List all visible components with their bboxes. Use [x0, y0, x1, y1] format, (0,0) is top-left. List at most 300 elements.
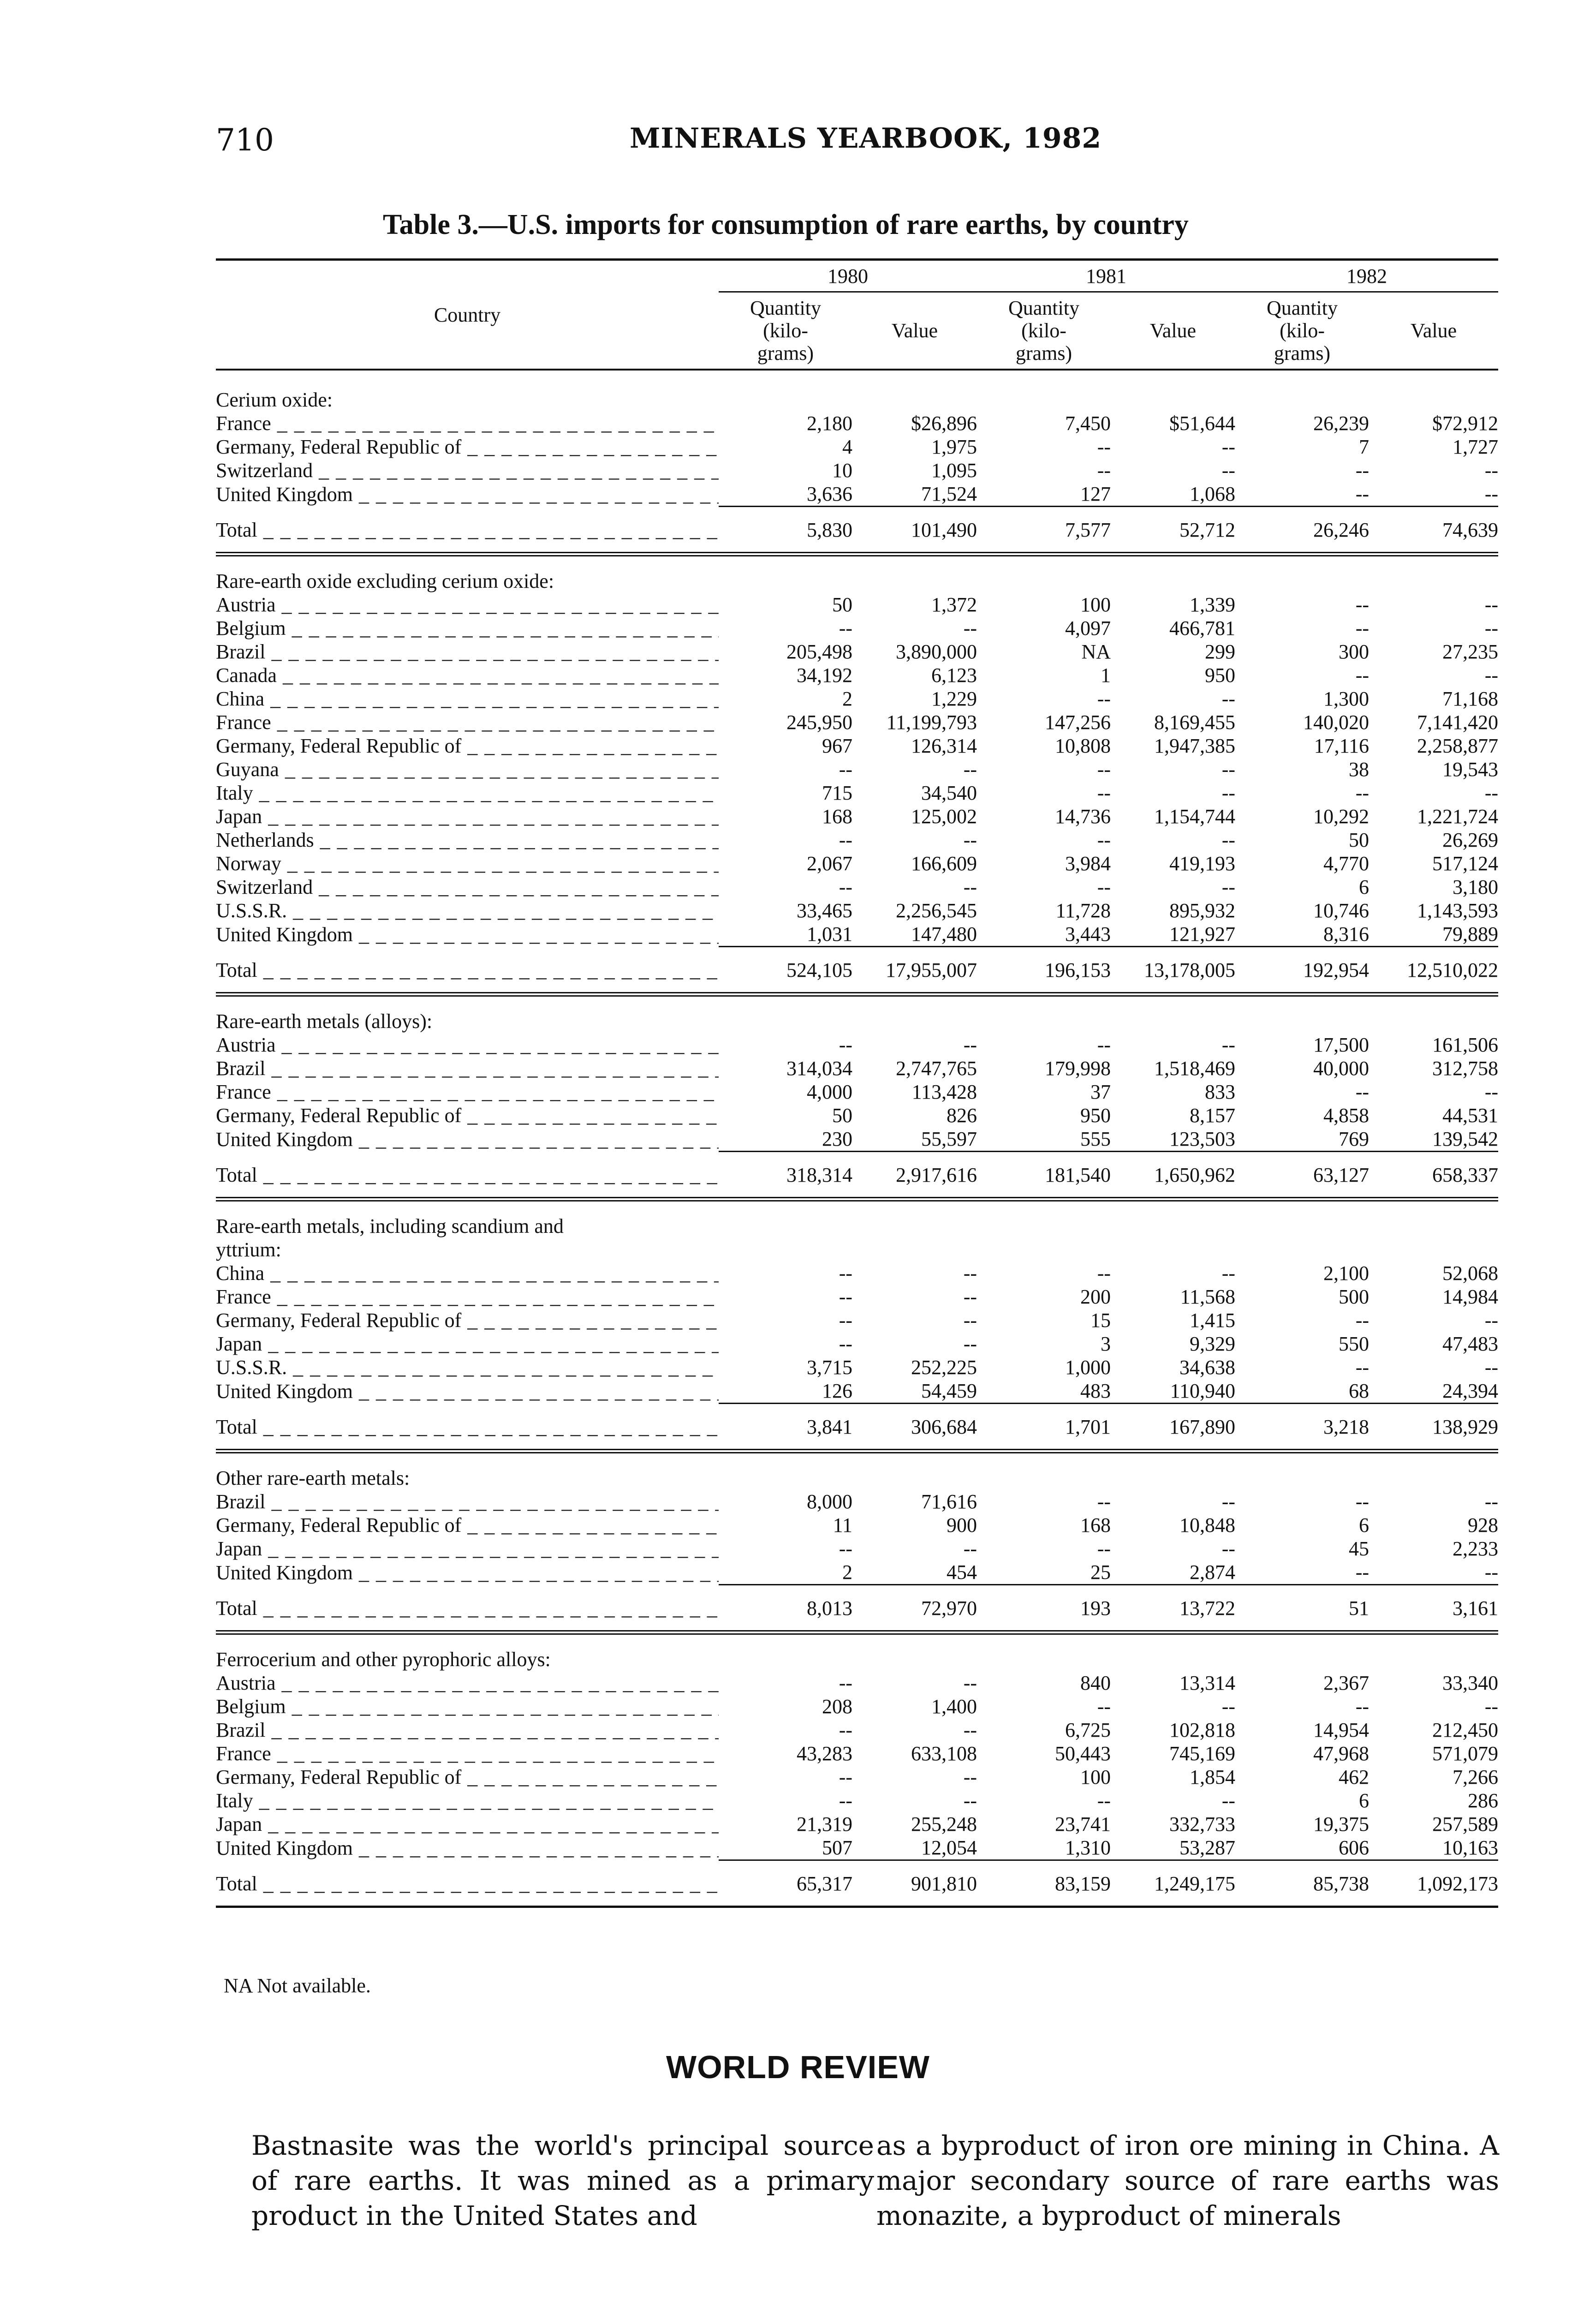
value-cell: 71,524: [921, 483, 977, 505]
value-cell: 125,002: [911, 805, 977, 828]
value-cell: --: [963, 1034, 977, 1056]
total-row: [216, 1152, 1498, 1198]
value-cell: --: [839, 1309, 852, 1332]
table-row: [216, 1490, 1498, 1513]
country-name: U.S.S.R. _ _ _: [216, 899, 719, 922]
total-value-cell: 1,701: [1065, 1416, 1111, 1438]
imports-table: [216, 258, 1498, 1908]
country-cell: [216, 1104, 719, 1127]
rule-cell: [216, 1907, 1498, 1908]
value-cell: 19,375: [1313, 1813, 1369, 1835]
value-cell: --: [839, 1766, 852, 1788]
value-cell: 2,256,545: [896, 899, 977, 922]
country-name: Brazil _ _ _: [216, 640, 719, 663]
country-cell: [216, 899, 719, 922]
total-value-cell: 65,317: [797, 1872, 852, 1895]
value-cell: --: [1097, 687, 1111, 710]
rule-cell: [216, 1453, 1498, 1458]
empty-cell: [1111, 561, 1235, 593]
quantity-header-line: Quantity: [750, 297, 821, 319]
value-cell: 419,193: [1169, 852, 1235, 875]
value-cell: 928: [1468, 1514, 1498, 1536]
total-value-cell: 13,178,005: [1144, 959, 1235, 981]
total-value-cell: 181,540: [1045, 1164, 1111, 1186]
category-name: Rare-earth metals (alloys):: [216, 1010, 433, 1033]
value-cell: 3,890,000: [896, 640, 977, 663]
value-cell: --: [963, 1789, 977, 1812]
table-row: [216, 1765, 1498, 1789]
table-row: [216, 1309, 1498, 1332]
total-value-cell: 3,841: [807, 1416, 852, 1438]
value-cell: 11,199,793: [886, 711, 977, 734]
value-cell: 555: [1080, 1128, 1111, 1150]
table-row: [216, 805, 1498, 828]
value-cell: 8,316: [1323, 923, 1369, 945]
value-cell: 6,123: [931, 664, 977, 687]
country-name: China _ _ _: [216, 687, 719, 710]
value-cell: 500: [1339, 1285, 1369, 1308]
table-row: [216, 875, 1498, 899]
value-cell: 245,950: [786, 711, 852, 734]
section-double-rule: [216, 993, 1498, 996]
value-cell: --: [1484, 483, 1498, 505]
category-name: Rare-earth metals, including scandium and: [216, 1215, 564, 1237]
value-cell: --: [1484, 1490, 1498, 1513]
table-row: [216, 1789, 1498, 1812]
country-cell: [216, 1285, 719, 1309]
value-cell: 895,932: [1169, 899, 1235, 922]
value-cell: --: [963, 1333, 977, 1355]
country-cell: [216, 1671, 719, 1695]
empty-cell: [1369, 1639, 1498, 1671]
value-cell: 7,450: [1065, 412, 1111, 435]
value-cell: 55,597: [921, 1128, 977, 1150]
country-name: U.S.S.R. _ _ _: [216, 1356, 719, 1379]
value-cell: 4: [842, 436, 852, 458]
country-cell: [216, 1695, 719, 1718]
value-cell: 3,715: [807, 1356, 852, 1379]
value-cell: --: [963, 876, 977, 898]
total-label: Total _ _ _: [216, 1164, 719, 1186]
category-row: [216, 561, 1498, 593]
value-cell: 140,020: [1303, 711, 1369, 734]
value-cell: 606: [1339, 1836, 1369, 1859]
body-column-right: as a byproduct of iron ore mining in China. A major secondary source of rare earths was monazite, a byproduct of minerals: [876, 2130, 1499, 2231]
category-name-continued: yttrium:: [216, 1238, 281, 1261]
empty-cell: [1235, 1639, 1369, 1671]
table-row: [216, 1718, 1498, 1742]
quantity-header-line: Quantity: [1267, 297, 1338, 319]
value-cell: 1,229: [931, 687, 977, 710]
total-value-cell: 101,490: [911, 519, 977, 541]
total-value-cell: 51: [1349, 1597, 1369, 1620]
value-cell: 147,480: [911, 923, 977, 945]
country-column-header: Country: [434, 303, 501, 326]
value-cell: 19,543: [1442, 758, 1498, 781]
table-row: [216, 1285, 1498, 1309]
value-cell: 550: [1339, 1333, 1369, 1355]
empty-cell: [977, 1206, 1111, 1238]
value-cell: --: [1221, 1034, 1235, 1056]
empty-cell: [1369, 561, 1498, 593]
value-cell: 2: [842, 1561, 852, 1584]
value-cell: --: [1355, 617, 1369, 640]
value-cell: 50: [832, 593, 852, 616]
value-cell: 517,124: [1432, 852, 1498, 875]
country-cell: [216, 1356, 719, 1379]
value-cell: 71,168: [1442, 687, 1498, 710]
total-value-cell: 306,684: [911, 1416, 977, 1438]
quantity-header-1980: [719, 292, 852, 370]
value-cell: 4,858: [1323, 1104, 1369, 1127]
value-cell: 15: [1090, 1309, 1111, 1332]
value-cell: 205,498: [786, 640, 852, 663]
value-cell: 2,180: [807, 412, 852, 435]
value-cell: 2,100: [1323, 1262, 1369, 1285]
country-name: France _ _ _: [216, 711, 719, 734]
table-row: [216, 593, 1498, 616]
value-cell: 1,947,385: [1154, 735, 1235, 757]
total-row: [216, 507, 1498, 553]
value-cell: 44,531: [1442, 1104, 1498, 1127]
quantity-header-1982: [1235, 292, 1369, 370]
value-cell: 967: [822, 735, 852, 757]
value-cell: 34,192: [797, 664, 852, 687]
empty-cell: [977, 1639, 1111, 1671]
country-cell: [216, 758, 719, 781]
empty-cell: [977, 561, 1111, 593]
value-cell: --: [1221, 1262, 1235, 1285]
value-cell: 8,157: [1190, 1104, 1235, 1127]
value-cell: --: [963, 1719, 977, 1741]
rule-cell: [216, 556, 1498, 562]
empty-cell: [1111, 1639, 1235, 1671]
value-cell: 40,000: [1313, 1057, 1369, 1080]
total-value-cell: 901,810: [911, 1872, 977, 1895]
value-cell: 252,225: [911, 1356, 977, 1379]
total-label-cell: [216, 1404, 719, 1450]
value-cell: 1,000: [1065, 1356, 1111, 1379]
category-row: [216, 380, 1498, 412]
value-cell: 2,258,877: [1417, 735, 1498, 757]
value-cell: 33,340: [1442, 1672, 1498, 1694]
country-cell: [216, 1309, 719, 1332]
footnote: NA Not available.: [224, 1974, 371, 1997]
total-value-cell: 3,218: [1323, 1416, 1369, 1438]
value-cell: 43,283: [797, 1742, 852, 1765]
country-name: France _ _ _: [216, 412, 719, 435]
value-cell: 2: [842, 687, 852, 710]
quantity-header-line: grams): [1015, 342, 1072, 365]
table-row: [216, 758, 1498, 781]
empty-cell: [977, 1238, 1111, 1261]
value-cell: --: [1484, 782, 1498, 804]
value-cell: 7,266: [1453, 1766, 1498, 1788]
table-row: [216, 1379, 1498, 1404]
empty-cell: [852, 1206, 977, 1238]
empty-cell: [852, 1458, 977, 1490]
table-row: [216, 1671, 1498, 1695]
empty-cell: [1369, 1001, 1498, 1033]
page-number: 710: [216, 122, 274, 158]
value-cell: 462: [1339, 1766, 1369, 1788]
value-cell: --: [1484, 664, 1498, 687]
table-row: [216, 1057, 1498, 1080]
value-cell: --: [839, 876, 852, 898]
value-cell: 10,848: [1179, 1514, 1235, 1536]
country-name: Germany, Federal Republic of _ _ _: [216, 1766, 719, 1788]
section-double-rule: [216, 1631, 1498, 1634]
total-row: [216, 947, 1498, 993]
quantity-header-line: Quantity: [1008, 297, 1079, 319]
value-cell: 3,180: [1453, 876, 1498, 898]
value-cell: 1,154,744: [1154, 805, 1235, 828]
table-row: [216, 687, 1498, 711]
value-cell: --: [1355, 1490, 1369, 1513]
value-cell: --: [1221, 687, 1235, 710]
country-name: Italy _ _ _: [216, 1789, 719, 1812]
total-value-cell: 1,092,173: [1417, 1872, 1498, 1895]
value-cell: 23,741: [1055, 1813, 1111, 1835]
total-value-cell: 85,738: [1313, 1872, 1369, 1895]
value-cell: 312,758: [1432, 1057, 1498, 1080]
country-name: France _ _ _: [216, 1081, 719, 1103]
empty-cell: [1111, 380, 1235, 412]
value-cell: 11,728: [1055, 899, 1111, 922]
value-cell: 7,141,420: [1417, 711, 1498, 734]
value-header-1982: Value: [1410, 319, 1457, 342]
country-cell: [216, 412, 719, 435]
body-column-left: Bastnasite was the world's principal source of rare earths. It was mined as a primary product in the United States and: [251, 2130, 874, 2231]
country-cell: [216, 1789, 719, 1812]
value-cell: --: [1221, 758, 1235, 781]
total-label-cell: [216, 507, 719, 553]
value-cell: 8,169,455: [1154, 711, 1235, 734]
country-cell: [216, 1057, 719, 1080]
empty-cell: [719, 1458, 852, 1490]
empty-cell: [1369, 1238, 1498, 1261]
country-cell: [216, 1033, 719, 1057]
value-cell: 332,733: [1169, 1813, 1235, 1835]
country-cell: [216, 1332, 719, 1356]
table-row: [216, 663, 1498, 687]
value-cell: --: [963, 1537, 977, 1560]
country-name: Norway _ _ _: [216, 852, 719, 875]
total-value-cell: 193: [1080, 1597, 1111, 1620]
rule-cell: [216, 1198, 1498, 1201]
quantity-header-line: grams): [1274, 342, 1331, 365]
value-cell: 1,221,724: [1417, 805, 1498, 828]
country-cell: [216, 616, 719, 640]
total-value-cell: 192,954: [1303, 959, 1369, 981]
value-cell: $26,896: [911, 412, 977, 435]
value-cell: 2,067: [807, 852, 852, 875]
empty-cell: [852, 1001, 977, 1033]
value-cell: 100: [1080, 593, 1111, 616]
year-header-1982: 1982: [1235, 261, 1498, 292]
value-cell: 71,616: [921, 1490, 977, 1513]
value-cell: --: [1097, 1490, 1111, 1513]
country-cell: [216, 687, 719, 711]
value-cell: 3,636: [807, 483, 852, 505]
value-cell: --: [1355, 1356, 1369, 1379]
value-cell: --: [1097, 1537, 1111, 1560]
value-cell: 299: [1205, 640, 1235, 663]
country-name: Germany, Federal Republic of _ _ _: [216, 1104, 719, 1127]
table-end-rule: [216, 1907, 1498, 1908]
value-cell: 6: [1359, 876, 1369, 898]
value-cell: 179,998: [1045, 1057, 1111, 1080]
country-name: Canada _ _ _: [216, 664, 719, 687]
value-cell: 10,163: [1442, 1836, 1498, 1859]
empty-cell: [719, 380, 852, 412]
value-cell: 466,781: [1169, 617, 1235, 640]
total-value-cell: 12,510,022: [1407, 959, 1498, 981]
total-value-cell: 7,577: [1065, 519, 1111, 541]
empty-cell: [1111, 1001, 1235, 1033]
value-cell: 4,000: [807, 1081, 852, 1103]
country-cell: [216, 663, 719, 687]
value-cell: 212,450: [1432, 1719, 1498, 1741]
value-cell: 123,503: [1169, 1128, 1235, 1150]
country-cell: [216, 435, 719, 459]
total-label-cell: [216, 1585, 719, 1631]
total-value-cell: 1,249,175: [1154, 1872, 1235, 1895]
value-cell: --: [963, 1672, 977, 1694]
section-heading: WORLD REVIEW: [666, 2049, 930, 2085]
total-row: [216, 1404, 1498, 1450]
value-cell: --: [1484, 617, 1498, 640]
empty-cell: [852, 1639, 977, 1671]
value-cell: 900: [947, 1514, 977, 1536]
value-cell: 9,329: [1190, 1333, 1235, 1355]
value-cell: 68: [1349, 1380, 1369, 1402]
table-row: [216, 1812, 1498, 1836]
value-cell: --: [1484, 593, 1498, 616]
section-double-rule: [216, 1450, 1498, 1453]
value-cell: 50: [1349, 829, 1369, 851]
quantity-header-line: (kilo-: [1021, 319, 1066, 342]
value-cell: 25: [1090, 1561, 1111, 1584]
value-cell: --: [1355, 1561, 1369, 1584]
value-cell: --: [1097, 829, 1111, 851]
country-cell: [216, 922, 719, 947]
value-cell: $72,912: [1432, 412, 1498, 435]
value-cell: --: [839, 1333, 852, 1355]
value-cell: 1,372: [931, 593, 977, 616]
value-cell: 715: [822, 782, 852, 804]
country-cell: [216, 1537, 719, 1560]
value-cell: 38: [1349, 758, 1369, 781]
value-cell: 10,292: [1313, 805, 1369, 828]
category-row: [216, 1001, 1498, 1033]
table-row: [216, 459, 1498, 482]
country-name: Germany, Federal Republic of _ _ _: [216, 1309, 719, 1332]
quantity-header-line: (kilo-: [1280, 319, 1325, 342]
value-cell: 2,233: [1453, 1537, 1498, 1560]
value-cell: 7: [1359, 436, 1369, 458]
total-value-cell: 83,159: [1055, 1872, 1111, 1895]
table-row: [216, 828, 1498, 852]
country-name: Netherlands _ _ _: [216, 829, 719, 851]
value-cell: 300: [1339, 640, 1369, 663]
table-row: [216, 1127, 1498, 1152]
empty-cell: [852, 561, 977, 593]
empty-cell: [977, 380, 1111, 412]
value-cell: 6,725: [1065, 1719, 1111, 1741]
value-cell: 1,400: [931, 1695, 977, 1718]
value-cell: 6: [1359, 1789, 1369, 1812]
year-header-1981: 1981: [977, 261, 1235, 292]
value-cell: --: [1097, 459, 1111, 482]
country-cell: [216, 459, 719, 482]
value-cell: 27,235: [1442, 640, 1498, 663]
section-double-rule: [216, 1201, 1498, 1207]
table-row: [216, 616, 1498, 640]
total-value-cell: 524,105: [786, 959, 852, 981]
value-cell: --: [1221, 1537, 1235, 1560]
value-cell: 127: [1080, 483, 1111, 505]
total-value-cell: 167,890: [1169, 1416, 1235, 1438]
country-cell: [216, 805, 719, 828]
empty-cell: [1235, 380, 1369, 412]
country-name: United Kingdom _ _ _: [216, 1380, 719, 1403]
country-cell: [216, 640, 719, 663]
value-cell: 50,443: [1055, 1742, 1111, 1765]
table-row: [216, 1261, 1498, 1285]
section-double-rule: [216, 556, 1498, 562]
empty-cell: [977, 1001, 1111, 1033]
table-row: [216, 1537, 1498, 1560]
rule-cell: [216, 1631, 1498, 1634]
value-cell: 633,108: [911, 1742, 977, 1765]
value-cell: --: [963, 617, 977, 640]
country-name: Germany, Federal Republic of _ _ _: [216, 436, 719, 458]
table-row: [216, 1695, 1498, 1718]
category-row: [216, 1206, 1498, 1238]
value-cell: 14,736: [1055, 805, 1111, 828]
country-name: Switzerland _ _ _: [216, 876, 719, 898]
value-cell: --: [1221, 1490, 1235, 1513]
value-cell: --: [1221, 1695, 1235, 1718]
value-cell: 454: [947, 1561, 977, 1584]
value-cell: --: [1097, 1262, 1111, 1285]
empty-cell: [1235, 561, 1369, 593]
country-cell: [216, 1513, 719, 1537]
table-row: [216, 435, 1498, 459]
country-name: Belgium _ _ _: [216, 617, 719, 640]
empty-cell: [1111, 1206, 1235, 1238]
value-cell: --: [1097, 436, 1111, 458]
table-row: [216, 781, 1498, 805]
value-cell: --: [839, 617, 852, 640]
value-cell: 507: [822, 1836, 852, 1859]
total-value-cell: 72,970: [921, 1597, 977, 1620]
value-cell: 833: [1205, 1081, 1235, 1103]
value-cell: --: [1484, 1695, 1498, 1718]
country-cell: [216, 781, 719, 805]
value-cell: 1,095: [931, 459, 977, 482]
country-name: Japan _ _ _: [216, 1813, 719, 1835]
value-cell: 2,874: [1190, 1561, 1235, 1584]
country-cell: [216, 1765, 719, 1789]
country-name: United Kingdom _ _ _: [216, 1561, 719, 1584]
value-cell: --: [1484, 1561, 1498, 1584]
value-cell: --: [1097, 758, 1111, 781]
empty-cell: [852, 1238, 977, 1261]
value-cell: 8,000: [807, 1490, 852, 1513]
rule-cell: [216, 553, 1498, 556]
